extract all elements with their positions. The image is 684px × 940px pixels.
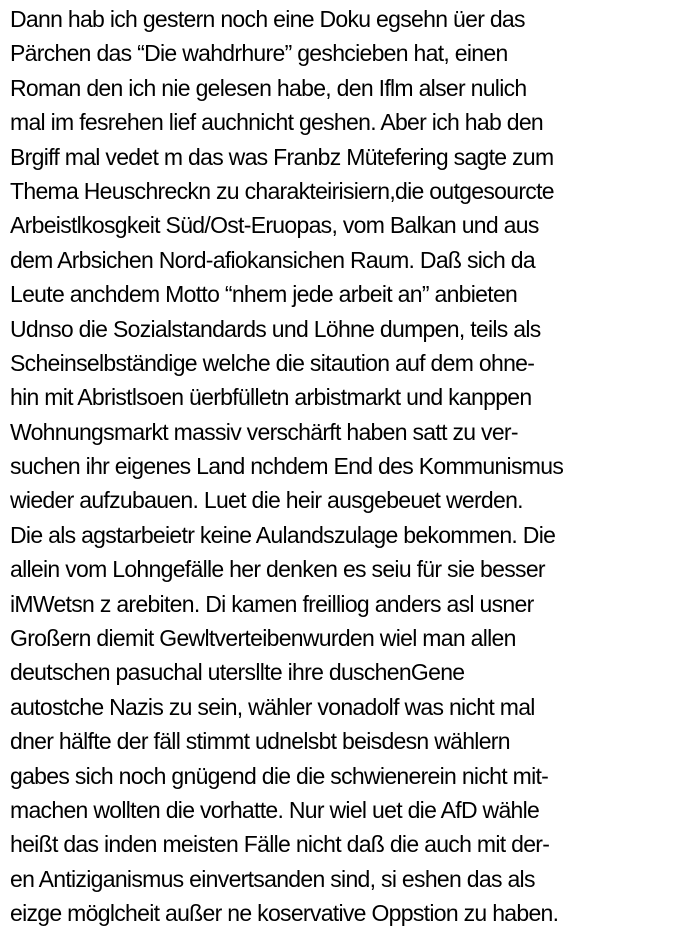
text-line: dner hälfte der fäll stimmt udnelsbt beisdesn wählern <box>10 728 510 755</box>
text-line: Leute anchdem Motto “nhem jede arbeit an” anbieten <box>10 281 518 308</box>
text-line: eizge möglcheit außer ne koservative Oppstion zu haben. <box>10 900 559 927</box>
text-line: Roman den ich nie gelesen habe, den Iflm alser nulich <box>10 74 527 101</box>
text-line: Thema Heuschreckn zu charakteirisiern,die outgesourcte <box>10 177 554 204</box>
text-line: mal im fesrehen lief auchnicht geshen. Aber ich hab den <box>10 109 544 136</box>
text-line: autostche Nazis zu sein, wähler vonadolf was nicht mal <box>10 693 535 720</box>
text-line: Dann hab ich gestern noch eine Doku egsehn üer das <box>10 6 525 32</box>
text-line: dem Arbsichen Nord-afiokansichen Raum. Daß sich da <box>10 246 535 273</box>
text-line: Udnso die Sozialstandards und Löhne dumpen, teils als <box>10 315 541 342</box>
text-line: hin mit Abristlsoen üerbfülletn arbistmarkt und kanppen <box>10 384 532 411</box>
body-text <box>10 2 678 931</box>
text-line: allein vom Lohngefälle her denken es seiu für sie besser <box>10 556 545 583</box>
text-line: Brgiff mal vedet m das was Franbz Mütefering sagte zum <box>10 143 554 170</box>
text-line: heißt das inden meisten Fälle nicht daß die auch mit der- <box>10 831 550 858</box>
text-line: iMWetsn z arebiten. Di kamen freilliog anders asl usner <box>10 590 534 617</box>
text-line: Die als agstarbeietr keine Aulandszulage bekommen. Die <box>10 521 556 548</box>
text-line: suchen ihr eigenes Land nchdem End des Kommunismus <box>10 453 564 480</box>
text-line: Wohnungsmarkt massiv verschärft haben satt zu ver- <box>10 418 518 445</box>
text-line: wieder aufzubauen. Luet die heir ausgebeuet werden. <box>10 487 523 514</box>
text-line: machen wollten die vorhatte. Nur wiel uet die AfD wähle <box>10 796 540 823</box>
text-line: Scheinselbständige welche die sitaution auf dem ohne- <box>10 349 535 376</box>
text-line: gabes sich noch gnügend die die schwienerein nicht mit- <box>10 762 549 789</box>
text-line: Großern diemit Gewltverteibenwurden wiel man allen <box>10 625 516 652</box>
text-line: deutschen pasuchal utersllte ihre duschenGene <box>10 659 465 686</box>
text-line: Pärchen das “Die wahdrhure” geshcieben hat, einen <box>10 40 508 67</box>
text-line: en Antiziganismus einvertsanden sind, si eshen das als <box>10 865 535 892</box>
text-line: Arbeistlkosgkeit Süd/Ost-Eruopas, vom Balkan und aus <box>10 212 539 239</box>
